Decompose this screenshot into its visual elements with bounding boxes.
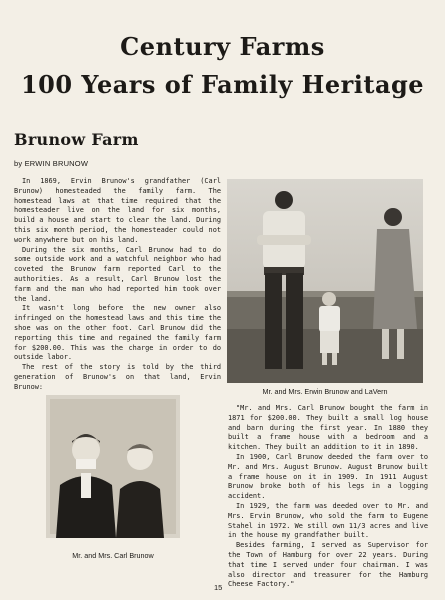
- article-paragraph: During the six months, Carl Brunow had to do some outside work and a watchful neighbor who had coveted the Brunow farm reported Carl to the authorities. As a result, Carl Brunow lost the farm and the man who had reported him took over the land.: [14, 245, 221, 303]
- article-paragraph: In 1869, Ervin Brunow's grandfather (Carl Brunow) homesteaded the family farm. The homestead laws at that time required that the homesteader live on the land for six months, build a house and start to clear the land. During this six month period, the homesteader could not work anywhere but on his land.: [14, 177, 221, 244]
- article-heading: Brunow Farm: [14, 130, 139, 149]
- article-paragraph: Besides farming, I served as Supervisor for the Town of Hamburg for over 22 years. During that time I served under four chairman. I was also director and treasurer for the Hamburg Cheese Factory.": [228, 541, 428, 589]
- article-right-column: [228, 404, 428, 590]
- page-title-line1: Century Farms: [120, 32, 325, 61]
- page-title-line2: 100 Years of Family Heritage: [20, 70, 425, 99]
- article-paragraph: The rest of the story is told by the third generation of Brunow's on that land, Ervin Brunow:: [14, 363, 221, 391]
- portrait-photo-carl-image: [46, 395, 180, 538]
- page-number: 15: [214, 583, 223, 592]
- family-photo-erwin-image: [227, 179, 423, 383]
- article-paragraph: In 1929, the farm was deeded over to Mr. and Mrs. Ervin Brunow, who sold the farm to Eugene Stahel in 1972. We still own 11/3 acres and live in the house my grandfather built.: [228, 501, 428, 540]
- article-left-column: [14, 177, 221, 393]
- article-paragraph: In 1900, Carl Brunow deeded the farm over to Mr. and Mrs. August Brunow. August Brunow built a frame house on it in 1909. In 1911 August Brunow broke both of his legs in a logging accident.: [228, 452, 428, 501]
- portrait-photo-carl: [46, 395, 180, 538]
- article-paragraph: "Mr. and Mrs. Carl Brunow bought the farm in 1871 for $200.00. They built a small log house and barn during the first year. In 1880 they built a frame house with a bedroom and a kitchen. They built an addition to it in 1890.: [228, 404, 428, 452]
- caption-erwin-photo: Mr. and Mrs. Erwin Brunow and LaVern: [262, 387, 388, 396]
- article-byline: by ERWIN BRUNOW: [14, 159, 89, 168]
- article-paragraph: It wasn't long before the new owner also infringed on the homestead laws and this time the shoe was on the other foot. Carl Brunow did the reporting this time and regained the family farm for $200.00. This was the charge in order to do outside labor.: [14, 304, 221, 362]
- family-photo-erwin: [227, 179, 423, 383]
- caption-carl-photo: Mr. and Mrs. Carl Brunow: [72, 551, 154, 560]
